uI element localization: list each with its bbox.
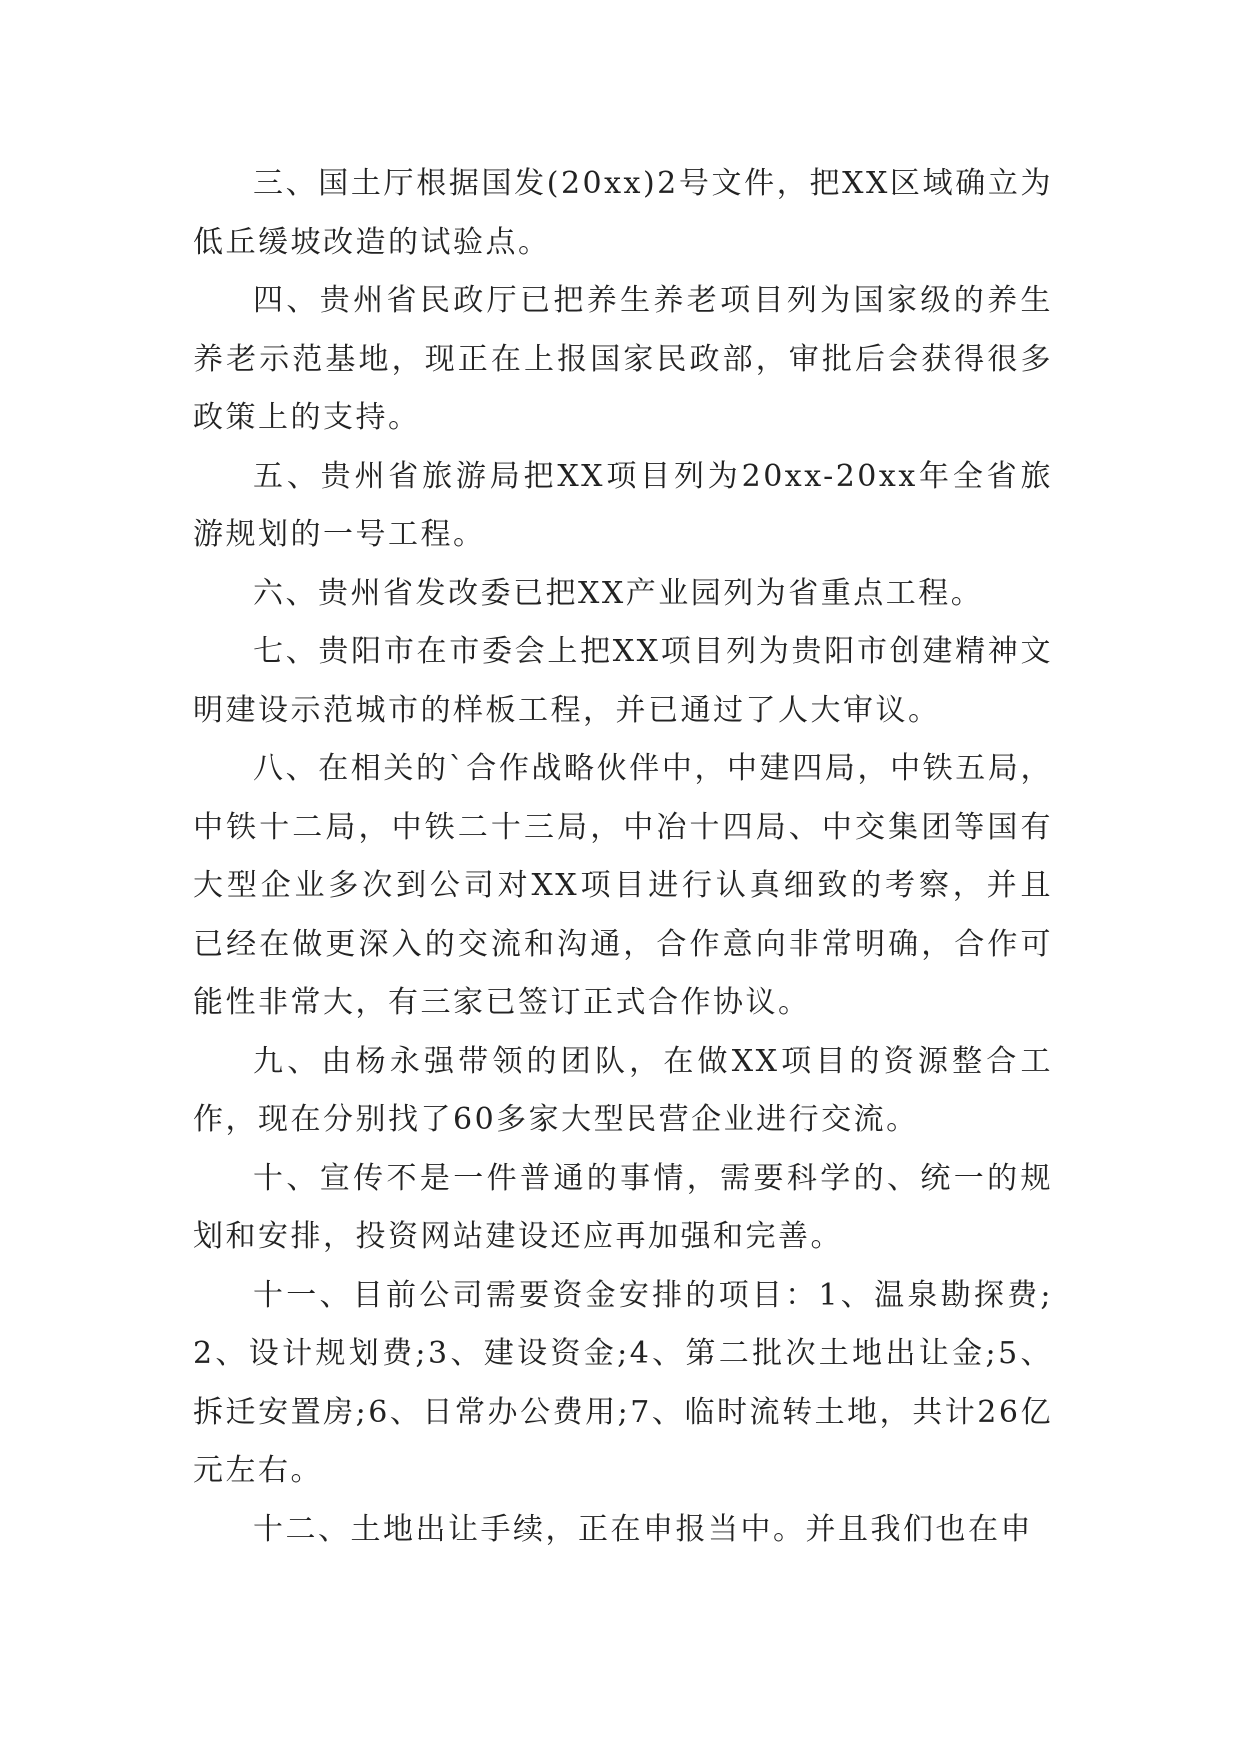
paragraph-11: 十一、目前公司需要资金安排的项目：1、温泉勘探费;2、设计规划费;3、建设资金;4、第二批次土地出让金;5、拆迁安置房;6、日常办公费用;7、临时流转土地，共计26亿元左右。 [193,1277,1053,1488]
paragraph-5: 五、贵州省旅游局把XX项目列为20xx-20xx年全省旅游规划的一号工程。 [193,458,1053,552]
paragraph-9: 九、由杨永强带领的团队，在做XX项目的资源整合工作，现在分别找了60多家大型民营企业进行交流。 [193,1043,1053,1137]
paragraph-4: 四、贵州省民政厅已把养生养老项目列为国家级的养生养老示范基地，现正在上报国家民政部，审批后会获得很多政策上的支持。 [193,283,1053,435]
paragraph-6: 六、贵州省发改委已把XX产业园列为省重点工程。 [253,575,984,611]
paragraph-7: 七、贵阳市在市委会上把XX项目列为贵阳市创建精神文明建设示范城市的样板工程，并已通过了人大审议。 [193,634,1053,728]
paragraph-3: 三、国土厅根据国发(20xx)2号文件，把XX区域确立为低丘缓坡改造的试验点。 [193,166,1053,260]
paragraph-12: 十二、土地出让手续，正在申报当中。并且我们也在申 [253,1511,1033,1547]
paragraph-10: 十、宣传不是一件普通的事情，需要科学的、统一的规划和安排，投资网站建设还应再加强和完善。 [193,1160,1053,1254]
paragraph-8: 八、在相关的`合作战略伙伴中，中建四局，中铁五局，中铁十二局，中铁二十三局，中冶十四局、中交集团等国有大型企业多次到公司对XX项目进行认真细致的考察，并且已经在做更深入的交流和沟通，合作意向非常明确，合作可能性非常大，有三家已签订正式合作协议。 [193,751,1053,1020]
document-body [193,155,1053,1559]
